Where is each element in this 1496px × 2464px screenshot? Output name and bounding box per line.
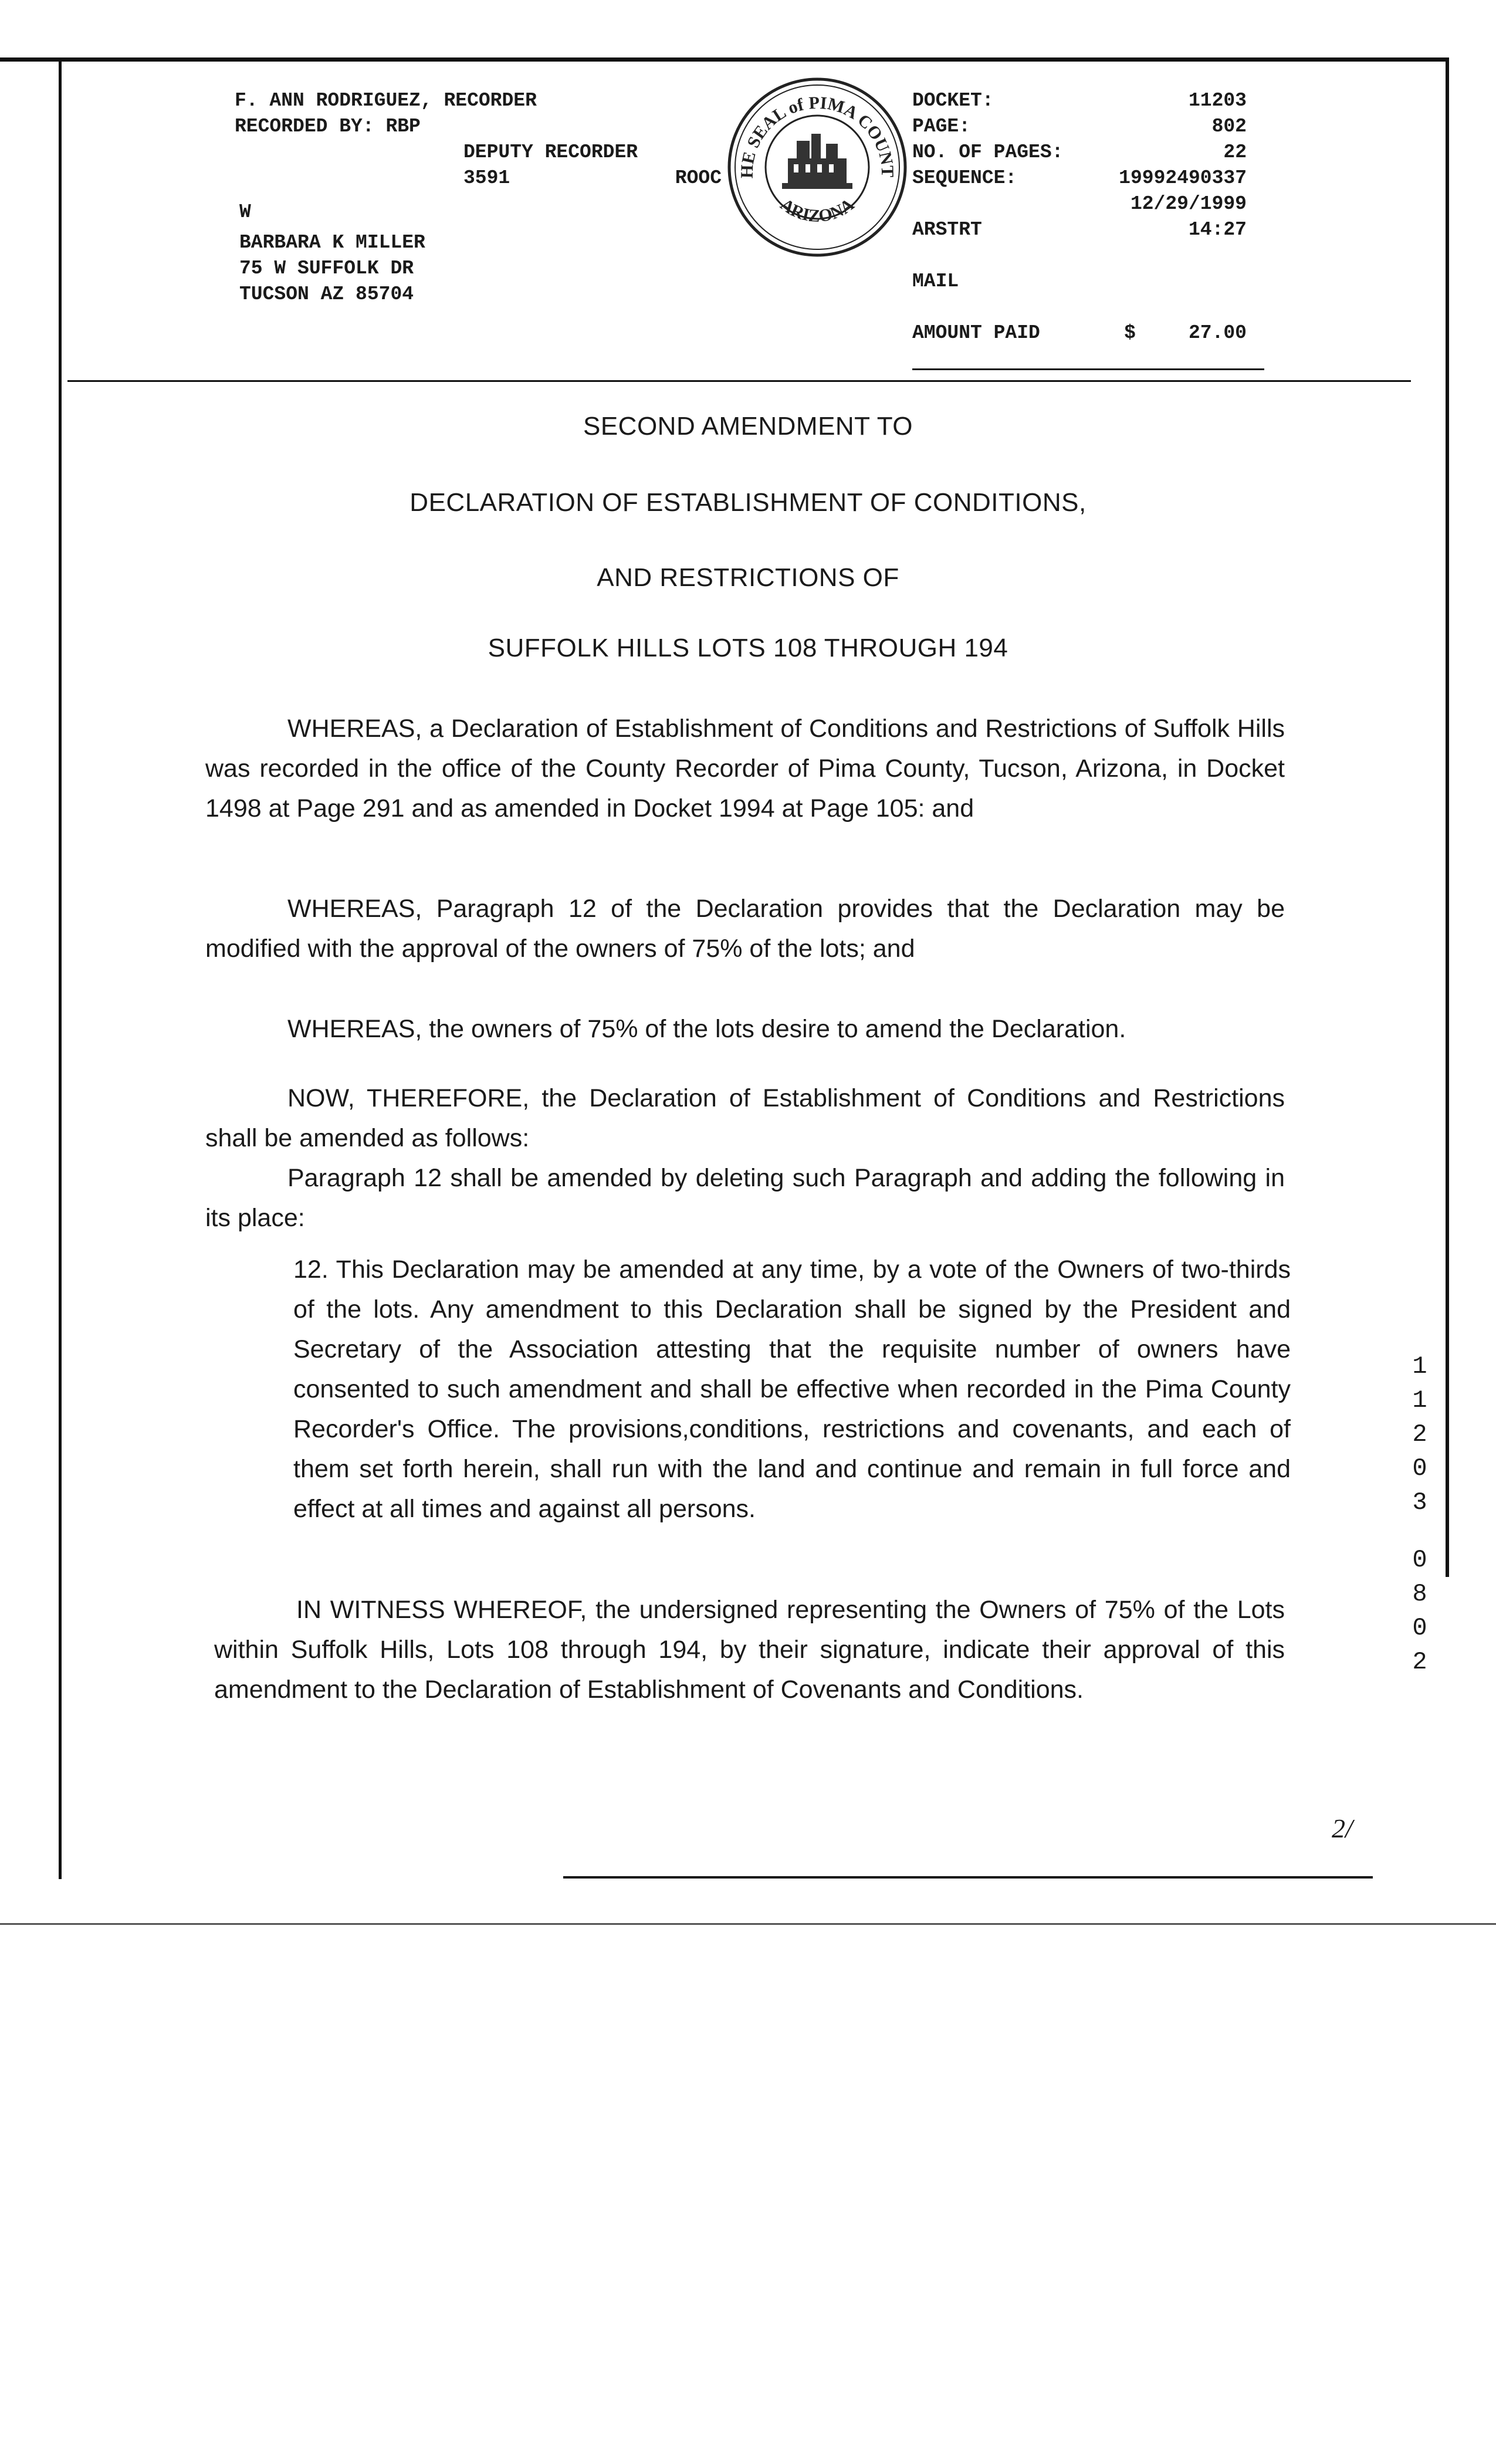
right-border <box>1446 57 1449 1577</box>
pima-county-seal <box>720 70 914 264</box>
recorder-codes <box>235 165 722 191</box>
svg-text:ARIZONA <box>777 195 858 226</box>
arstrt-row <box>912 217 1247 243</box>
seal-bottom-text: ARIZONA <box>776 194 858 226</box>
addressee-city: TUCSON AZ 85704 <box>239 283 414 305</box>
sequence-value: 19992490337 <box>1119 167 1247 189</box>
amended-paragraph-12: 12. This Declaration may be amended at any time, by a vote of the Owners of two-thirds of the lots. Any amendment to this Declaration shall be signed by the President and Secretary of the Association attesting that the requisite number of owners have consented to such amendment and shall be effective when recorded in the Pima County Recorder's Office. The provisions,conditions, restrictions and covenants, and each of them set forth herein, shall run with the land and continue and remain in full force and effect at all times and against all persons. <box>293 1255 1291 1523</box>
title-line-1: SECOND AMENDMENT TO <box>583 412 913 441</box>
recorder-block <box>235 88 722 191</box>
addressee-block <box>239 199 425 307</box>
title-line-2: DECLARATION OF ESTABLISHMENT OF CONDITIONS, <box>409 488 1087 517</box>
amount-underline <box>912 368 1264 370</box>
in-witness-whereof: IN WITNESS WHEREOF, the undersigned representing the Owners of 75% of the Lots within Suffolk Hills, Lots 108 through 194, by their signature, indicate their approval of this amendment to the Declaration of Establishment of Covenants and Conditions. <box>214 1596 1285 1704</box>
date-row <box>912 191 1247 217</box>
title-line-4: SUFFOLK HILLS LOTS 108 THROUGH 194 <box>488 634 1008 662</box>
docket-block <box>912 88 1247 346</box>
now-therefore: NOW, THEREFORE, the Declaration of Establishment of Conditions and Restrictions shall be amended as follows: Paragraph 12 shall be amended by deleting such Paragraph and adding the following in its place: <box>205 1084 1285 1232</box>
page-row <box>912 114 1247 140</box>
seal-mission-icon <box>782 134 852 189</box>
title-line-3: AND RESTRICTIONS OF <box>597 563 899 592</box>
stamp-digit: 0 <box>1412 1546 1427 1574</box>
time-value: 14:27 <box>1188 219 1247 241</box>
amount-label: AMOUNT PAID <box>912 322 1040 344</box>
docket-row <box>912 88 1247 114</box>
stamp-digit: 2 <box>1412 1648 1427 1676</box>
stamp-digit: 0 <box>1412 1614 1427 1642</box>
docket-label: DOCKET: <box>912 90 994 111</box>
dollar-sign: $ <box>1124 322 1136 344</box>
mail-label: MAIL <box>912 270 959 292</box>
mail-row <box>912 269 1247 295</box>
pages-label: NO. OF PAGES: <box>912 141 1064 163</box>
addressee-street: 75 W SUFFOLK DR <box>239 258 414 279</box>
date-value: 12/29/1999 <box>1130 193 1247 215</box>
handwritten-page-mark: 2/ <box>1332 1813 1353 1843</box>
deputy-recorder: DEPUTY RECORDER <box>463 141 638 163</box>
arstrt-label: ARSTRT <box>912 219 982 241</box>
recital-whereas-2: WHEREAS, Paragraph 12 of the Declaration provides that the Declaration may be modified with the approval of the owners of 75% of the lots; and <box>205 895 1285 963</box>
page-bottom-rule <box>0 1923 1496 1925</box>
sequence-row <box>912 165 1247 191</box>
stamp-digit: 0 <box>1412 1454 1427 1483</box>
pages-value: 22 <box>1223 141 1247 163</box>
top-border <box>0 57 1449 62</box>
page-value: 802 <box>1211 116 1247 137</box>
stamp-digit: 2 <box>1412 1420 1427 1448</box>
recital-whereas-1: WHEREAS, a Declaration of Establishment of Conditions and Restrictions of Suffolk Hills was recorded in the office of the County Recorder of Pima County, Tucson, Arizona, in Docket 1498 at Page 291 and as amended in Docket 1994 at Page 105: and <box>205 715 1285 823</box>
side-docket-stamp <box>1402 1349 1437 1679</box>
amount-value: 27.00 <box>1188 322 1247 344</box>
left-border <box>59 57 62 1879</box>
seal-top-text: HE SEAL of PIMA COUNT <box>737 93 898 179</box>
page-label: PAGE: <box>912 116 971 137</box>
docket-value: 11203 <box>1188 90 1247 111</box>
sequence-label: SEQUENCE: <box>912 167 1017 189</box>
pages-row <box>912 140 1247 165</box>
stamp-digit: 1 <box>1412 1386 1427 1414</box>
header-separator <box>67 380 1411 382</box>
recorded-by: RECORDED BY: RBP <box>235 116 421 137</box>
bottom-signature-rule <box>563 1876 1373 1879</box>
w-mark: W <box>239 201 251 223</box>
amount-row <box>912 320 1247 346</box>
stamp-digit: 1 <box>1412 1352 1427 1380</box>
stamp-digit: 3 <box>1412 1488 1427 1517</box>
stamp-digit: 8 <box>1412 1580 1427 1608</box>
recital-whereas-3: WHEREAS, the owners of 75% of the lots desire to amend the Declaration. <box>287 1015 1126 1043</box>
recorder-line: F. ANN RODRIGUEZ, RECORDER <box>235 90 537 111</box>
code-left: 3591 <box>463 167 510 189</box>
code-right: ROOC <box>675 167 722 189</box>
addressee-name: BARBARA K MILLER <box>239 232 425 253</box>
